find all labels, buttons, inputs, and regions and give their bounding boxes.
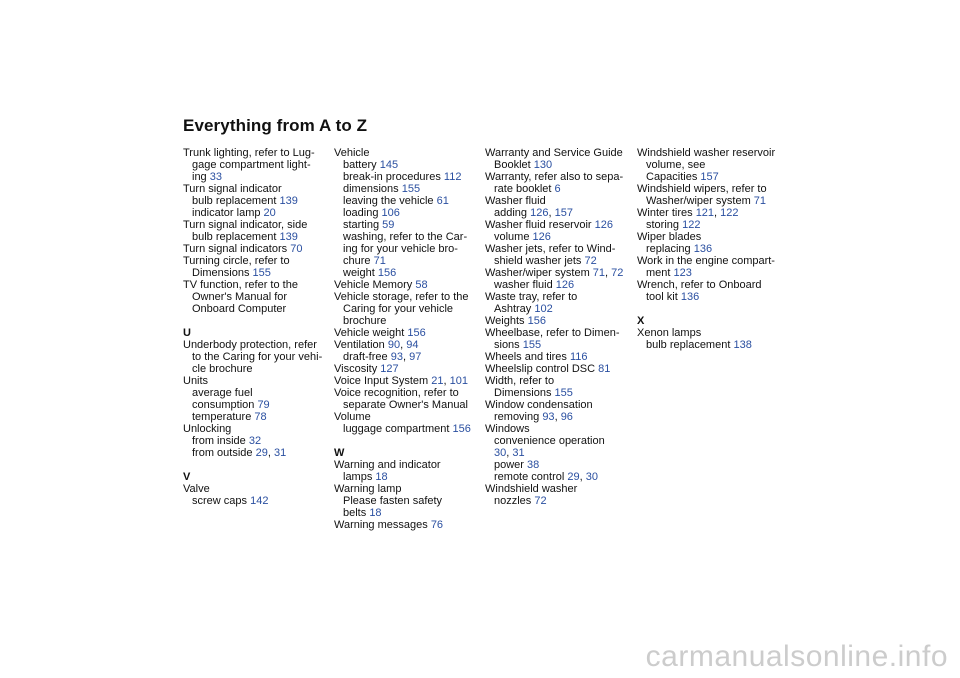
index-entry — [485, 375, 633, 387]
page-link[interactable]: 157 — [700, 171, 719, 183]
entry-text: Warranty, refer also to sepa- — [485, 171, 624, 183]
page-link[interactable]: 70 — [290, 243, 303, 255]
entry-text: Vehicle storage, refer to the — [334, 291, 469, 303]
entry-text: temperature — [192, 411, 252, 423]
entry-text: Capacities — [646, 171, 698, 183]
page-link[interactable]: 126 — [532, 231, 551, 243]
page-link[interactable]: 156 — [377, 267, 397, 279]
entry-text: luggage compartment — [343, 423, 450, 435]
index-subentry: from outside 29, 31 — [192, 447, 287, 459]
entry-text: Voice Input System — [334, 375, 429, 387]
index-column-1 — [183, 147, 331, 507]
index-entry — [637, 231, 785, 243]
entry-text: remote control — [494, 471, 565, 483]
entry-text: Dimensions — [192, 267, 250, 279]
index-subentry — [183, 411, 331, 423]
entry-text: Winter tires — [637, 207, 693, 219]
page-link[interactable]: 126 — [555, 279, 575, 291]
index-subentry — [334, 195, 482, 207]
index-subentry — [334, 471, 482, 483]
entry-text: belts — [343, 507, 367, 519]
entry-text: Voice recognition, refer to — [334, 387, 459, 399]
page-link[interactable]: 21 — [431, 375, 444, 387]
page-link[interactable]: 139 — [279, 231, 298, 243]
index-subentry — [334, 231, 482, 243]
index-subentry: remote control 29, 30 — [494, 471, 598, 483]
entry-text: Turn signal indicators — [183, 243, 288, 255]
entry-text: ing for your vehicle bro- — [343, 243, 458, 255]
entry-text: Warning messages — [334, 519, 428, 531]
page-link[interactable]: 76 — [430, 519, 444, 531]
index-subentry — [485, 435, 633, 447]
index-subentry — [637, 195, 785, 207]
page-link[interactable]: 59 — [382, 219, 395, 231]
index-entry — [485, 351, 633, 363]
index-subentry — [183, 195, 331, 207]
index-subentry — [485, 183, 633, 195]
entry-text: Dimensions — [494, 387, 552, 399]
index-entry — [637, 279, 785, 291]
index-subentry — [334, 255, 482, 267]
index-entry — [485, 219, 633, 231]
section-letter: U — [183, 327, 191, 339]
index-subentry — [334, 219, 482, 231]
index-subentry — [183, 399, 331, 411]
index-column-3 — [485, 147, 633, 507]
page-link[interactable]: 20 — [263, 207, 276, 219]
page-link[interactable]: 139 — [279, 195, 298, 207]
index-subentry — [183, 207, 331, 219]
page-link[interactable]: 58 — [415, 279, 428, 291]
index-subentry — [334, 315, 482, 327]
entry-text: Washer/wiper system — [485, 267, 590, 279]
entry-text: shield washer jets — [494, 255, 582, 267]
entry-text: ing — [192, 171, 207, 183]
page-link[interactable]: 101 — [449, 375, 468, 387]
entry-text: power — [494, 459, 524, 471]
entry-text: dimensions — [343, 183, 399, 195]
entry-text: nozzles — [494, 495, 532, 507]
entry-text: removing — [494, 411, 540, 423]
page-link[interactable]: 123 — [673, 267, 692, 279]
index-subentry — [183, 291, 331, 303]
index-entry — [485, 423, 633, 435]
index-subentry — [183, 351, 331, 363]
entry-text: volume, see — [646, 159, 706, 171]
index-subentry — [637, 243, 785, 255]
index-subentry — [334, 267, 482, 279]
entry-text: chure — [343, 255, 371, 267]
index-entry — [485, 147, 633, 159]
page-link[interactable]: 138 — [733, 339, 752, 351]
section-letter: X — [637, 315, 645, 327]
index-entry — [637, 183, 785, 195]
index-entry — [334, 483, 482, 495]
page-link[interactable]: 6 — [554, 183, 561, 195]
entry-text: lamps — [343, 471, 373, 483]
index-entry — [334, 459, 482, 471]
index-entry — [334, 279, 482, 291]
entry-text: Waste tray, refer to — [485, 291, 578, 303]
entry-text: average fuel — [192, 387, 253, 399]
entry-text: washer fluid — [494, 279, 553, 291]
entry-text: Washer fluid — [485, 195, 546, 207]
index-subentry — [183, 435, 331, 447]
entry-text: Underbody protection, refer — [183, 339, 317, 351]
index-subentry: 30, 31 — [494, 447, 525, 459]
index-entry — [183, 219, 331, 231]
page-link[interactable]: 38 — [527, 459, 540, 471]
index-subentry — [334, 207, 482, 219]
index-subentry — [485, 303, 633, 315]
entry-text: Ventilation — [334, 339, 385, 351]
page-link[interactable]: 18 — [369, 507, 382, 519]
index-entry — [183, 147, 331, 159]
page-link[interactable]: 157 — [554, 207, 573, 219]
entry-text: Owner's Manual for — [192, 291, 288, 303]
page-link[interactable]: 112 — [443, 171, 462, 183]
entry-text: adding — [494, 207, 528, 219]
entry-text: indicator lamp — [192, 207, 261, 219]
index-entry — [183, 243, 331, 255]
entry-text: volume — [494, 231, 530, 243]
page-link[interactable]: 102 — [534, 303, 553, 315]
entry-text: ment — [646, 267, 671, 279]
page-link[interactable]: 156 — [452, 423, 471, 435]
index-entry — [485, 327, 633, 339]
index-column-4 — [637, 147, 785, 351]
entry-text: TV function, refer to the — [183, 279, 298, 291]
entry-text: Wheelbase, refer to Dimen- — [485, 327, 620, 339]
entry-text: break-in procedures — [343, 171, 441, 183]
entry-text: washing, refer to the Car- — [343, 231, 468, 243]
entry-text: consumption — [192, 399, 255, 411]
entry-text: Windshield wipers, refer to — [637, 183, 767, 195]
entry-text: Valve — [183, 483, 210, 495]
page-link[interactable]: 72 — [584, 255, 597, 267]
index-subentry — [334, 183, 482, 195]
page-link[interactable]: 71 — [373, 255, 386, 267]
page-link[interactable]: 136 — [680, 291, 700, 303]
page-link[interactable]: 29 — [255, 447, 268, 459]
section-letter: W — [334, 447, 345, 459]
page-link[interactable]: 145 — [379, 159, 399, 171]
entry-text: Booklet — [494, 159, 531, 171]
page-link[interactable]: 30 — [494, 447, 507, 459]
page-link[interactable]: 72 — [611, 267, 624, 279]
entry-text: Please fasten safety — [343, 495, 443, 507]
entry-text: Turning circle, refer to — [183, 255, 290, 267]
index-entry — [183, 255, 331, 267]
index-entry — [334, 327, 482, 339]
page-link[interactable]: 97 — [409, 351, 422, 363]
entry-text: Onboard Computer — [192, 303, 287, 315]
index-subentry — [485, 339, 633, 351]
index-entry — [183, 483, 331, 495]
index-entry — [334, 147, 482, 159]
index-subentry: adding 126, 157 — [494, 207, 573, 219]
index-subentry — [334, 303, 482, 315]
page-link[interactable]: 116 — [570, 351, 588, 363]
page-link[interactable]: 142 — [250, 495, 269, 507]
index-entry — [485, 243, 633, 255]
entry-text: rate booklet — [494, 183, 552, 195]
index-subentry — [334, 171, 482, 183]
page-link[interactable]: 90 — [387, 339, 401, 351]
page-link[interactable]: 136 — [693, 243, 713, 255]
index-entry — [485, 291, 633, 303]
page-link[interactable]: 126 — [594, 219, 613, 231]
entry-text: bulb replacement — [192, 195, 277, 207]
index-column-2 — [334, 147, 482, 531]
page-link[interactable]: 33 — [209, 171, 222, 183]
index-entry — [183, 279, 331, 291]
section-letter: V — [183, 471, 191, 483]
index-entry — [334, 387, 482, 399]
index-subentry — [183, 303, 331, 315]
index-subentry — [485, 495, 633, 507]
entry-text: weight — [343, 267, 375, 279]
entry-text: bulb replacement — [646, 339, 731, 351]
entry-text: loading — [343, 207, 379, 219]
entry-text: Turn signal indicator — [183, 183, 282, 195]
index-subentry — [485, 159, 633, 171]
page-link[interactable]: 94 — [406, 339, 419, 351]
entry-text: Window condensation — [485, 399, 593, 411]
page-link[interactable]: 78 — [254, 411, 267, 423]
page-link[interactable]: 18 — [375, 471, 388, 483]
page-link[interactable]: 130 — [533, 159, 553, 171]
entry-text: bulb replacement — [192, 231, 277, 243]
entry-text: Wrench, refer to Onboard — [637, 279, 762, 291]
entry-text: storing — [646, 219, 680, 231]
index-subentry — [637, 267, 785, 279]
index-subentry — [334, 159, 482, 171]
index-entry — [485, 363, 633, 375]
page-link[interactable]: 156 — [407, 327, 426, 339]
page-link[interactable]: 106 — [381, 207, 400, 219]
entry-text: brochure — [343, 315, 387, 327]
page-link[interactable]: 93 — [390, 351, 403, 363]
entry-text: replacing — [646, 243, 691, 255]
entry-text: Warning lamp — [334, 483, 402, 495]
entry-text: Washer/wiper system — [646, 195, 751, 207]
page-link[interactable]: 122 — [720, 207, 739, 219]
index-subentry — [485, 459, 633, 471]
entry-text: convenience operation — [494, 435, 605, 447]
index-subentry — [183, 171, 331, 183]
index-subentry — [183, 159, 331, 171]
entry-text: Weights — [485, 315, 525, 327]
index-subentry — [183, 495, 331, 507]
index-subentry — [183, 267, 331, 279]
entry-text: Caring for your vehicle — [343, 303, 454, 315]
watermark: carmanualsonline.info — [645, 640, 948, 673]
entry-text: Wheels and tires — [485, 351, 567, 363]
index-subentry — [334, 243, 482, 255]
index-subentry — [637, 159, 785, 171]
page-link[interactable]: 30 — [585, 471, 598, 483]
entry-text: Vehicle Memory — [334, 279, 413, 291]
entry-text: Xenon lamps — [637, 327, 702, 339]
page-link[interactable]: 126 — [530, 207, 549, 219]
index-subentry — [637, 339, 785, 351]
entry-text: gage compartment light- — [192, 159, 311, 171]
index-entry — [183, 423, 331, 435]
entry-text: from inside — [192, 435, 246, 447]
entry-text: Trunk lighting, refer to Lug- — [183, 147, 315, 159]
entry-text: Wiper blades — [637, 231, 702, 243]
index-subentry — [637, 219, 785, 231]
entry-text: battery — [343, 159, 377, 171]
page-link[interactable]: 61 — [436, 195, 449, 207]
entry-text: starting — [343, 219, 380, 231]
page-link[interactable]: 71 — [592, 267, 606, 279]
page-link[interactable]: 96 — [560, 411, 573, 423]
page-link[interactable]: 81 — [598, 363, 611, 375]
entry-text: Warranty and Service Guide — [485, 147, 623, 159]
index-entry — [183, 183, 331, 195]
index-entry — [637, 255, 785, 267]
entry-text: Turn signal indicator, side — [183, 219, 308, 231]
index-entry — [183, 375, 331, 387]
entry-text: Unlocking — [183, 423, 232, 435]
index-entry — [334, 519, 482, 531]
entry-text: from outside — [192, 447, 253, 459]
page-link[interactable]: 122 — [682, 219, 701, 231]
index-entry: Ventilation 90, 94 — [334, 339, 419, 351]
page-link[interactable]: 93 — [542, 411, 555, 423]
entry-text: Windows — [485, 423, 530, 435]
index-entry: Voice Input System 21, 101 — [334, 375, 468, 387]
page-link[interactable]: 155 — [554, 387, 573, 399]
index-entry — [183, 339, 331, 351]
entry-text: Washer fluid reservoir — [485, 219, 592, 231]
page-link[interactable]: 71 — [753, 195, 767, 207]
entry-text: Width, refer to — [485, 375, 555, 387]
index-subentry: removing 93, 96 — [494, 411, 573, 423]
index-subentry — [183, 231, 331, 243]
index-subentry — [183, 363, 331, 375]
page-link[interactable]: 31 — [273, 447, 287, 459]
index-subentry — [183, 387, 331, 399]
entry-text: Windshield washer — [485, 483, 578, 495]
entry-text: Windshield washer reservoir — [637, 147, 776, 159]
index-subentry — [637, 291, 785, 303]
index-subentry — [637, 171, 785, 183]
entry-text: sions — [494, 339, 520, 351]
index-subentry — [485, 255, 633, 267]
index-entry — [485, 483, 633, 495]
index-entry — [485, 399, 633, 411]
entry-text: draft-free — [343, 351, 388, 363]
page-link[interactable]: 127 — [380, 363, 399, 375]
page-title: Everything from A to Z — [183, 116, 368, 135]
index-subentry — [334, 495, 482, 507]
page-link[interactable]: 155 — [522, 339, 542, 351]
index-subentry — [334, 423, 482, 435]
entry-text: Vehicle — [334, 147, 370, 159]
entry-text: tool kit — [646, 291, 678, 303]
page-link[interactable]: 32 — [248, 435, 262, 447]
index-subentry — [485, 279, 633, 291]
entry-text: Wheelslip control DSC — [485, 363, 596, 375]
index-subentry: draft-free 93, 97 — [343, 351, 422, 363]
page-link[interactable]: 79 — [257, 399, 270, 411]
index-subentry — [485, 387, 633, 399]
index-entry — [334, 411, 482, 423]
page-link[interactable]: 156 — [527, 315, 546, 327]
index-subentry — [334, 507, 482, 519]
page-link[interactable]: 121 — [695, 207, 715, 219]
index-entry — [637, 147, 785, 159]
index-entry: Washer/wiper system 71, 72 — [485, 267, 624, 279]
index-entry — [485, 195, 633, 207]
page-link[interactable]: 155 — [401, 183, 421, 195]
entry-text: separate Owner's Manual — [343, 399, 468, 411]
entry-text: screw caps — [192, 495, 248, 507]
entry-text: Vehicle weight — [334, 327, 405, 339]
index-entry — [485, 315, 633, 327]
entry-text: cle brochure — [192, 363, 253, 375]
entry-text: Washer jets, refer to Wind- — [485, 243, 616, 255]
entry-text: Volume — [334, 411, 371, 423]
entry-text: Units — [183, 375, 209, 387]
index-entry — [485, 171, 633, 183]
index-entry — [334, 291, 482, 303]
entry-text: Warning and indicator — [334, 459, 441, 471]
entry-text: leaving the vehicle — [343, 195, 434, 207]
page-link[interactable]: 155 — [252, 267, 271, 279]
entry-text: Viscosity — [334, 363, 378, 375]
page-link[interactable]: 29 — [567, 471, 580, 483]
index-subentry — [334, 399, 482, 411]
page-link[interactable]: 72 — [534, 495, 547, 507]
entry-text: Work in the engine compart- — [637, 255, 775, 267]
entry-text: Ashtray — [494, 303, 532, 315]
index-entry — [334, 363, 482, 375]
index-entry — [637, 327, 785, 339]
index-subentry — [485, 231, 633, 243]
page-link[interactable]: 31 — [512, 447, 525, 459]
index-entry: Winter tires 121, 122 — [637, 207, 739, 219]
entry-text: to the Caring for your vehi- — [192, 351, 323, 363]
